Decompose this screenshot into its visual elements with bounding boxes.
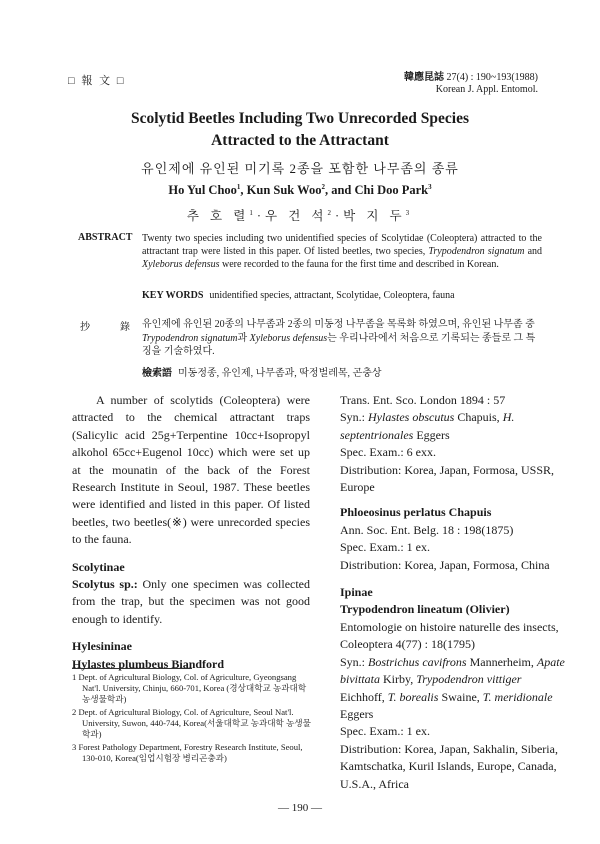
species-name: Scolytus sp.: [72, 577, 138, 592]
citation: 27(4) : 190~193(1988) [446, 72, 538, 83]
species-name: Trypodendron signatum [142, 332, 238, 344]
synonyms: Syn.: Bostrichus cavifrons Mannerheim, Apate bivittata Kirby, Trypodendron vittiger Eichhoff, T. borealis Swaine, T. meridionale Eggers [340, 654, 565, 721]
authors-ko: 추 호 렬$^1$·우 건 석$^2$·박 지 두$^3$ [186, 208, 414, 223]
distribution: Distribution: Korea, Japan, Formosa, USSR, Europe [340, 462, 554, 495]
journal-citation [404, 72, 538, 96]
species-name: Xyleborus defensus [249, 332, 328, 344]
subfamily-heading: Hylesininae [72, 639, 133, 654]
species-name: Trypodendron lineatum (Olivier) [340, 602, 510, 617]
right-column [340, 392, 568, 793]
footnote-1: 1 Dept. of Agricultural Biology, Col. of Agriculture, Gyeongsang Nat'l. University, Chinju, 660-701, Korea (경상대학교 농과대학 농생물학과) [72, 672, 307, 704]
key-words-ko-label: 檢索語 [142, 368, 172, 379]
distribution: Distribution: Korea, Japan, Formosa, China [340, 557, 550, 572]
title-line-1: Scolytid Beetles Including Two Unrecorded Species [131, 110, 469, 127]
species-entry: Scolytus sp.: Only one specimen was collected from the trap, but the specimen was not good enough to identify. [72, 577, 311, 626]
author-ko-2: 우 건 석 [265, 209, 328, 223]
author-1-sup: 1 [236, 183, 241, 191]
species-name: Phloeosinus perlatus Chapuis [340, 505, 492, 520]
synonyms: Syn.: Hylastes obscutus Chapuis, H. septentrionales Eggers [340, 410, 515, 442]
subfamily-heading: Scolytinae [72, 559, 125, 574]
reference: Entomologie on histoire naturelle des insects, Coleoptera 4(77) : 18(1795) [340, 619, 559, 652]
author-2: Kun Suk Woo [246, 183, 322, 198]
intro-paragraph: A number of scolytids (Coleoptera) were attracted to the chemical attractant traps (Salicylic acid 25g+Terpentine 10cc+Isopropyl alkohol 65cc+Eugenol 10cc) which were set up at the mounatin of the back of the Forest Research Institute in Seoul, 1987. These beetles were identified and listed in this paper. Of listed beetles, two beetles(※) were unrecorded species to the fauna. [72, 393, 310, 547]
abstract-text: Twenty two species including two unidentified species of Scolytidae (Coleoptera) attracted to the attractant trap were listed in this paper. Of listed beetles, two species, Trypodendron signatum and Xyleborus defensus were recorded to the fauna for the first time and described in Korean. [142, 233, 543, 271]
author-ko-3: 박 지 두 [343, 209, 406, 223]
species-name: Trypodendron signatum [428, 246, 525, 258]
page-number: — 190 — [278, 802, 322, 814]
footnote-3: 3 Forest Pathology Department, Forestry Research Institute, Seoul, 130-010, Korea(임업시험장 병리곤충과) [72, 742, 303, 763]
chorok-text: 유인제에 유인된 20종의 나무좀과 2종의 미동정 나무좀을 목록화 하였으며, 유인된 나무좀 중 Trypodendron signatum과 Xyleborus defensus는 우리나라에서 처음으로 기록되는 종들로 그 특징을 기술하였다. [142, 319, 536, 358]
journal-name-en: Korean J. Appl. Entomol. [435, 84, 538, 95]
author-1: Ho Yul Choo [168, 183, 237, 198]
title-line-2: Attracted to the Attractant [211, 132, 389, 149]
and-word: and [331, 183, 352, 198]
author-ko-1: 추 호 렬 [186, 209, 250, 223]
key-words-label: KEY WORDS [142, 290, 204, 301]
spec-exam: Spec. Exam.: 1 ex. [340, 540, 430, 555]
subfamily-heading: Ipinae [340, 585, 373, 600]
author-2-sup: 2 [321, 183, 325, 191]
reference: Trans. Ent. Sco. London 1894 : 57 [340, 393, 506, 407]
spec-exam: Spec. Exam.: 1 ex. [340, 724, 430, 739]
key-words: KEY WORDS unidentified species, attractant, Scolytidae, Coleoptera, fauna [142, 290, 455, 301]
species-name: Hylastes plumbeus Biandford [72, 656, 225, 671]
paper-title-ko: 유인제에 유인된 미기록 2종을 포함한 나무좀의 종류 [141, 161, 459, 176]
distribution: Distribution: Korea, Japan, Sakhalin, Siberia, Kamtschatka, Kuril Islands, Europe, Canada, U.S.A., Africa [340, 741, 558, 791]
authors-en: Ho Yul Choo$^1$, Kun Suk Woo$^2$, and Chi Doo Park$^3$ [168, 183, 432, 198]
abstract-label: ABSTRACT [78, 232, 133, 243]
footnotes [72, 672, 312, 766]
footnote-2: 2 Dept. of Agricultural Biology, Col. of Agriculture, Seoul Nat'l. University, Suwon, 440-744, Korea(서울대학교 농과대학 농생물학과) [72, 707, 311, 739]
author-3-sup: 3 [428, 183, 432, 191]
journal-name-ko: 韓應昆誌 [403, 72, 444, 83]
spec-exam: Spec. Exam.: 6 exx. [340, 445, 436, 460]
chorok-label: 抄錄 [80, 322, 160, 333]
author-3: Chi Doo Park [354, 183, 429, 198]
left-column [72, 392, 310, 673]
species-name: Xyleborus defensus [142, 259, 220, 271]
paper-title [0, 108, 600, 152]
key-words-ko: 檢索語 미동정종, 유인제, 나무좀과, 딱정벌레목, 곤충상 [142, 368, 382, 379]
reference: Ann. Soc. Ent. Belg. 18 : 198(1875) [340, 522, 514, 537]
section-label: □ 報 文 □ [68, 75, 126, 87]
footnote-rule [72, 668, 192, 669]
